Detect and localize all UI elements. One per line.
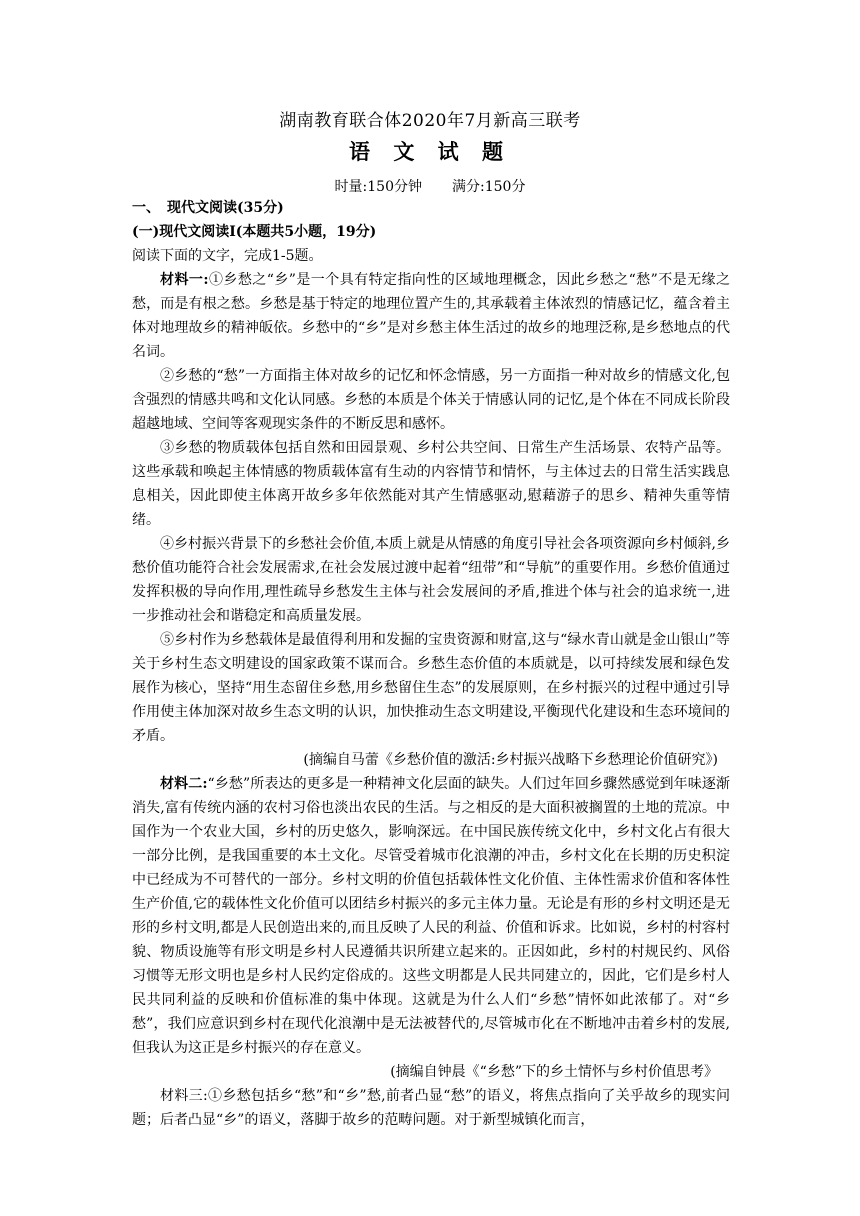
material1-paragraph-4: ④乡村振兴背景下的乡愁社会价值,本质上就是从情感的角度引导社会各项资源向乡村倾斜,乡愁价值功能符合社会发展需求,在社会发展过渡中起着“纽带”和“导航”的重要作用。乡愁价值通过发挥积极的导向作用,理性疏导乡愁发生主体与社会发展间的矛盾,推进个体与社会的追求统一,进一步推动社会和谐稳定和高质量发展。	[132, 536, 730, 624]
material3-label: 材料三:	[160, 1088, 208, 1104]
subject-title: 语 文 试 题	[349, 139, 511, 164]
subsection-title: (一)现代文阅读Ⅰ(本题共5小题，19分)	[132, 224, 377, 240]
time-limit: 时量:150分钟	[334, 179, 422, 195]
material3-paragraph: 材料三:①乡愁包括乡“愁”和“乡”愁,前者凸显“愁”的语义，将焦点指向了关乎故乡的现实问题；后者凸显“乡”的语义，落脚于故乡的范畴问题。对于新型城镇化而言，	[132, 1088, 730, 1128]
section-title: 一、 现代文阅读(35分)	[132, 200, 284, 216]
material1-label: 材料一:	[160, 272, 209, 288]
material1-paragraph-1: 材料一:①乡愁之“乡”是一个具有特定指向性的区域地理概念，因此乡愁之“愁”不是无缘之愁，而是有根之愁。乡愁是基于特定的地理位置产生的,其承载着主体浓烈的情感记忆，蕴含着主体对地理故乡的精神皈依。乡愁中的“乡”是对乡愁主体生活过的故乡的地理泛称,是乡愁地点的代名词。	[132, 272, 730, 360]
instruction: 阅读下面的文字，完成1-5题。	[132, 248, 323, 264]
material1-paragraph-3: ③乡愁的物质载体包括自然和田园景观、乡村公共空间、日常生产生活场景、农特产品等。这些承载和唤起主体情感的物质载体富有生动的内容情节和情怀，与主体过去的日常生活实践息息相关，因此即使主体离开故乡多年依然能对其产生情感驱动,慰藉游子的思乡、精神失重等情绪。	[132, 440, 730, 528]
material2-paragraph: 材料二:“乡愁”所表达的更多是一种精神文化层面的缺失。人们过年回乡骤然感觉到年味逐渐消失,富有传统内涵的农村习俗也淡出农民的生活。与之相反的是大面积被搁置的土地的荒凉。中国作为一个农业大国，乡村的历史悠久，影响深远。在中国民族传统文化中，乡村文化占有很大一部分比例，是我国重要的本土文化。尽管受着城市化浪潮的冲击，乡村文化在长期的历史积淀中已经成为不可替代的一部分。乡村文明的价值包括载体性文化价值、主体性需求价值和客体性生产价值,它的载体性文化价值可以团结乡村振兴的多元主体力量。无论是有形的乡村文明还是无形的乡村文明,都是人民创造出来的,而且反映了人民的利益、价值和诉求。比如说，乡村的村容村貌、物质设施等有形文明是乡村人民遵循共识所建立起来的。正因如此，乡村的村规民约、风俗习惯等无形文明也是乡村人民约定俗成的。这些文明都是人民共同建立的，因此，它们是乡村人民共同利益的反映和价值标准的集中体现。这就是为什么人们“乡愁”情怀如此浓郁了。对“乡愁”，我们应意识到乡村在现代化浪潮中是无法被替代的,尽管城市化在不断地冲击着乡村的发展,但我认为这正是乡村振兴的存在意义。	[132, 776, 731, 1056]
exam-info	[0, 176, 860, 196]
material2-source: (摘编自钟晨《“乡愁”下的乡土情怀与乡村价值思考》	[390, 1064, 718, 1080]
material1-paragraph-5: ⑤乡村作为乡愁载体是最值得利用和发掘的宝贵资源和财富,这与“绿水青山就是金山银山”等关于乡村生态文明建设的国家政策不谋而合。乡愁生态价值的本质就是，以可持续发展和绿色发展作为核心，坚持“用生态留住乡愁,用乡愁留住生态”的发展原则，在乡村振兴的过程中通过引导作用使主体加深对故乡生态文明的认识，加快推动生态文明建设,平衡现代化建设和生态环境间的矛盾。	[132, 632, 730, 744]
exam-title: 湖南教育联合体2020年7月新高三联考	[279, 111, 581, 131]
material2-label: 材料二:	[160, 776, 208, 792]
full-score: 满分:150分	[452, 179, 526, 195]
material1-paragraph-2: ②乡愁的“愁”一方面指主体对故乡的记忆和怀念情感，另一方面指一种对故乡的情感文化,包含强烈的情感共鸣和文化认同感。乡愁的本质是个体关于情感认同的记忆,是个体在不同成长阶段超越地域、空间等客观现实条件的不断反思和感怀。	[132, 368, 730, 432]
material1-source: (摘编自马蕾《乡愁价值的激活:乡村振兴战略下乡愁理论价值研究》)	[303, 752, 718, 768]
exam-content	[132, 196, 730, 1132]
